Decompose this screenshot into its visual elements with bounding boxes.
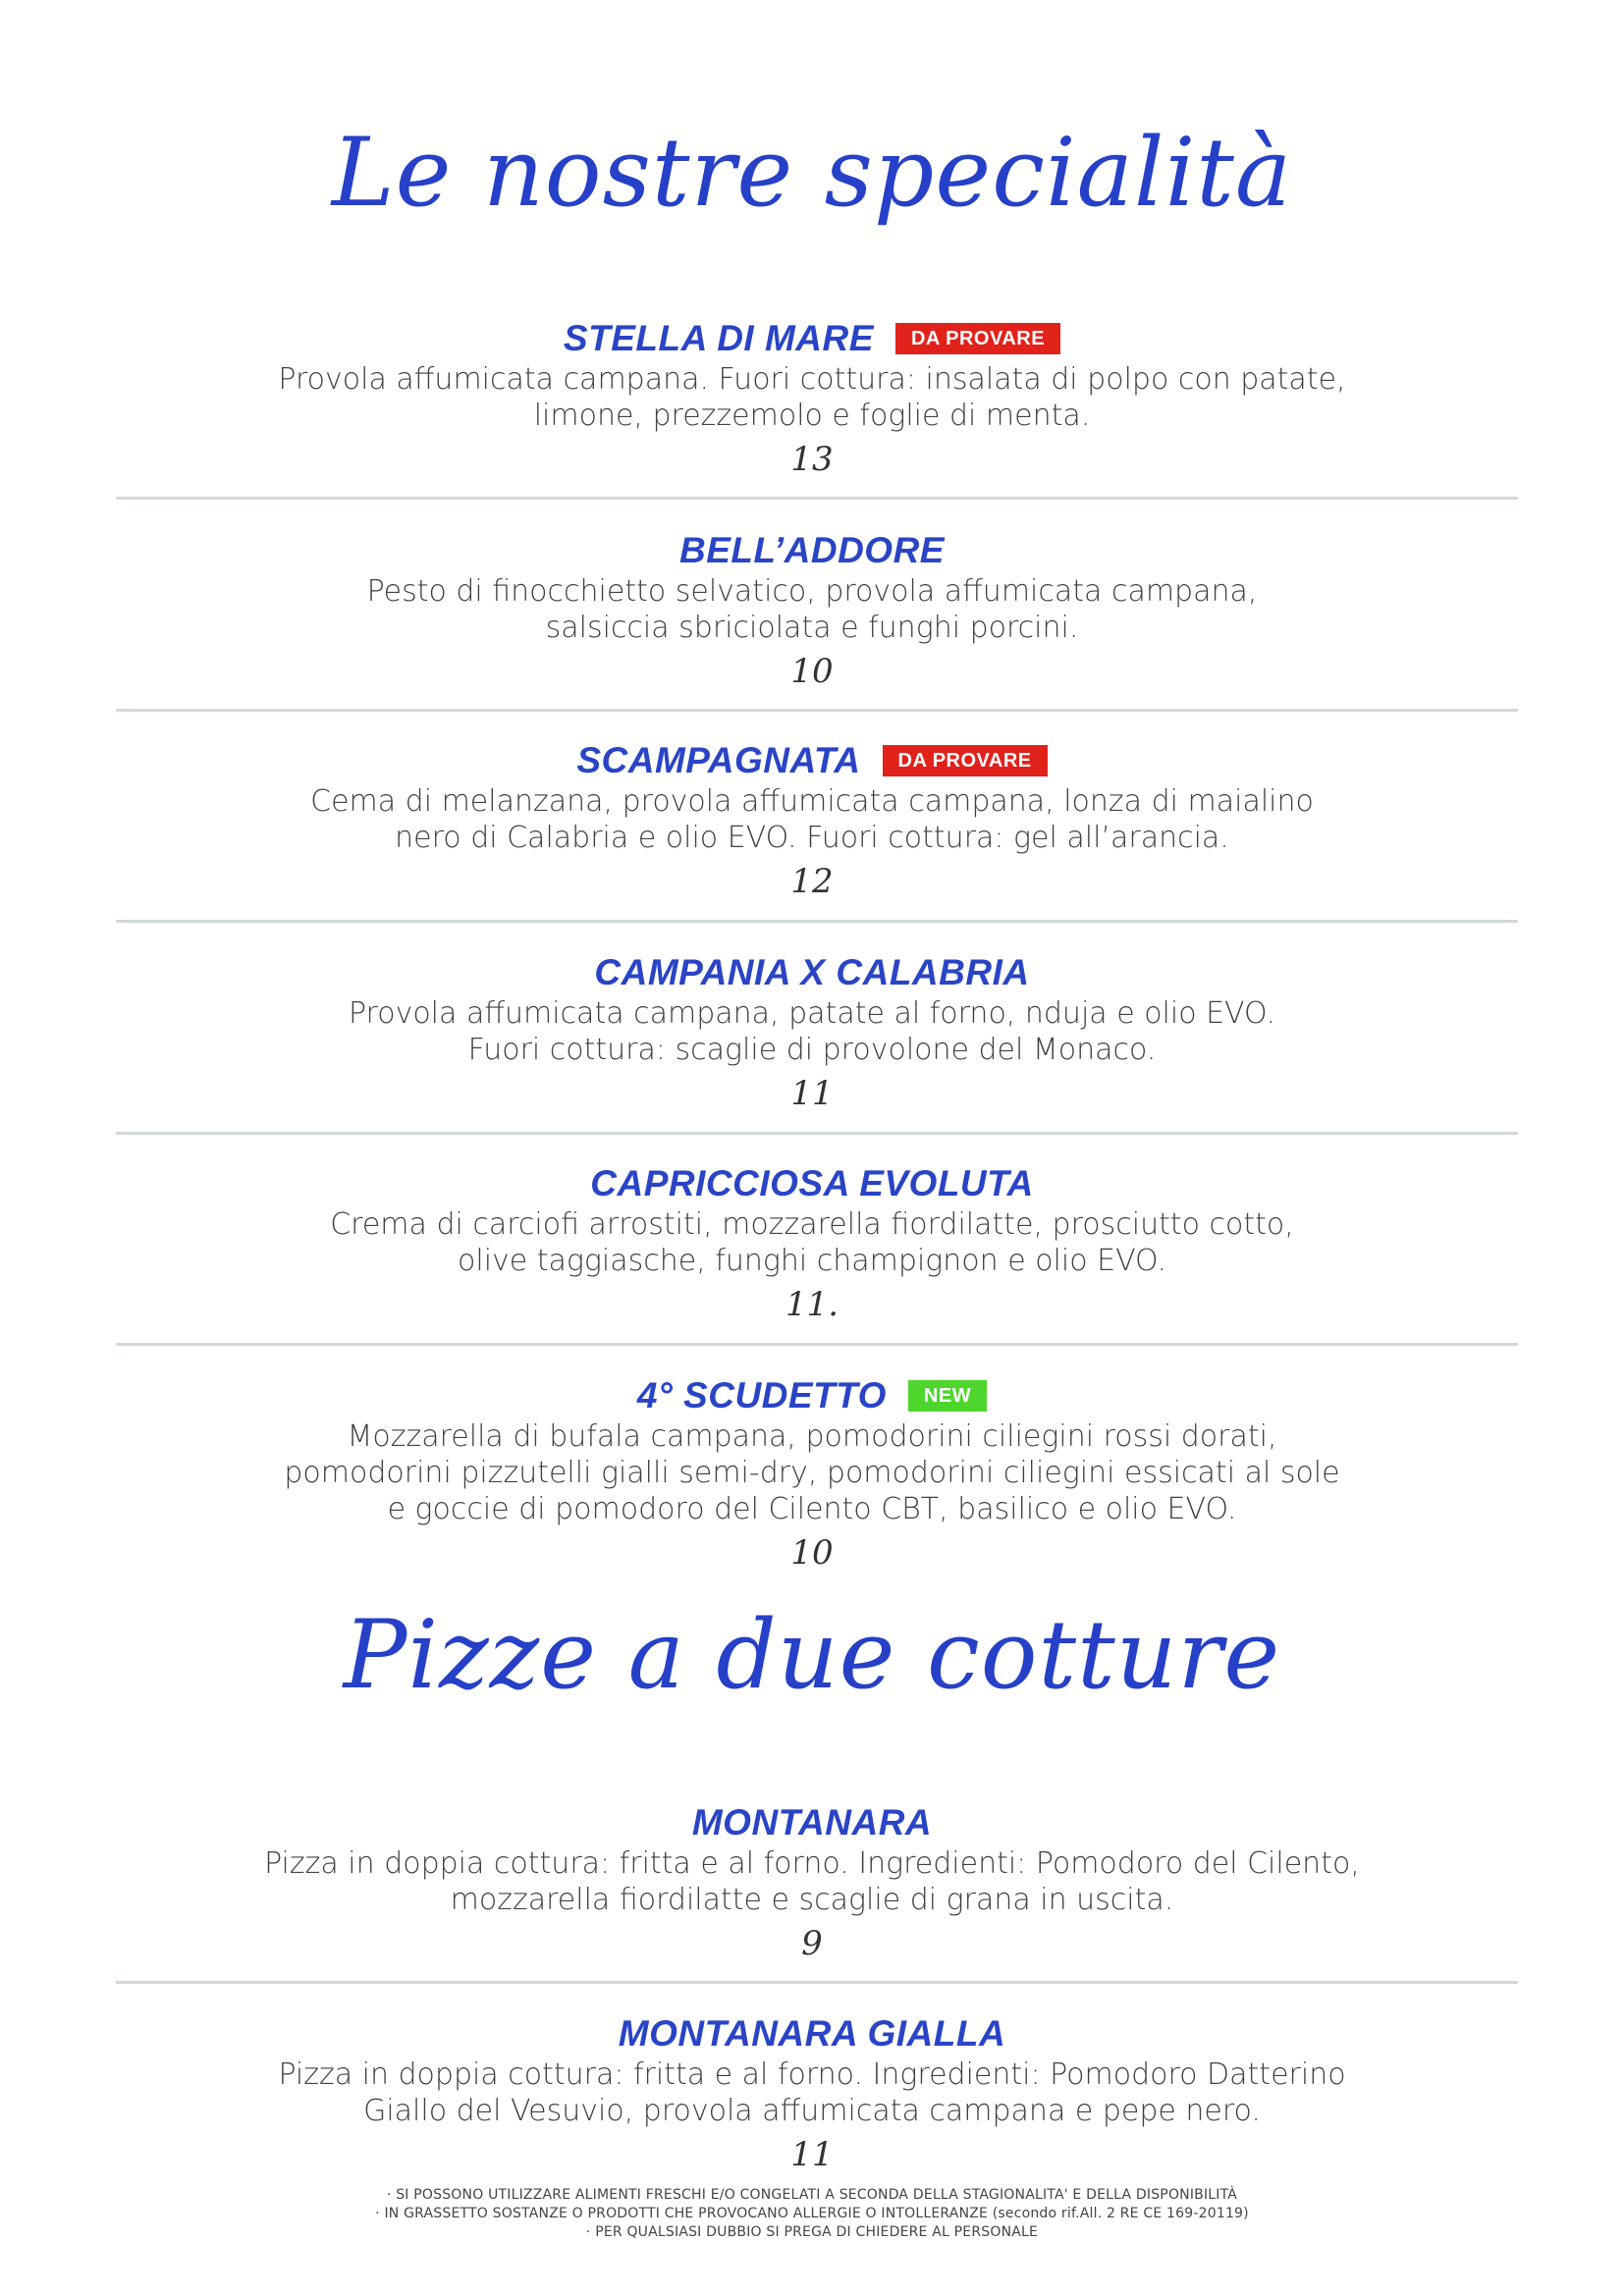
section-title-due-cotture: Pizze a due cotture [343,1600,1281,1710]
dish-4-scudetto [0,1373,1624,1573]
dish-header [0,316,1624,361]
dish-price: 9 [801,1924,823,1963]
divider [116,1343,1518,1346]
divider [116,497,1518,500]
dish-montanara-gialla [0,2011,1624,2174]
footer-note: · SI POSSONO UTILIZZARE ALIMENTI FRESCHI E/O CONGELATI A SECONDA DELLA STAGIONALITA' E DELLA DISPONIBILITÀ [386,2187,1238,2203]
dish-price: 12 [790,862,834,901]
dish-description-line: Fuori cottura: scaglie di provolone del Monaco. [467,1033,1157,1067]
dish-name: STELLA DI MARE [563,318,874,358]
dish-description-line: Cema di melanzana, provola affumicata campana, lonza di maialino [310,784,1314,819]
dish-price: 10 [790,652,834,691]
da-provare-badge: DA PROVARE [883,745,1048,776]
dish-montanara [0,1800,1624,1963]
dish-belladdore [0,528,1624,691]
dish-description-line: nero di Calabria e olio EVO. Fuori cottura: gel all’arancia. [395,821,1229,855]
dish-description-line: Pizza in doppia cottura: fritta e al forno. Ingredienti: Pomodoro Datterino [278,2057,1346,2092]
dish-description-line: Crema di carciofi arrostiti, mozzarella fiordilatte, prosciutto cotto, [330,1207,1294,1242]
dish-name: SCAMPAGNATA [576,740,861,780]
dish-description-line: Provola affumicata campana, patate al forno, nduja e olio EVO. [348,996,1275,1031]
dish-description-line: Mozzarella di bufala campana, pomodorini ciliegini rossi dorati, [347,1419,1277,1454]
footer-notes [0,2186,1624,2242]
section-title-specialita: Le nostre specialità [331,118,1293,228]
dish-header [0,2011,1624,2056]
dish-name: CAPRICCIOSA EVOLUTA [590,1163,1034,1203]
dish-description-line: e goccie di pomodoro del Cilento CBT, basilico e olio EVO. [387,1492,1237,1526]
dish-description-line: Giallo del Vesuvio, provola affumicata campana e pepe nero. [363,2094,1261,2128]
dish-name: MONTANARA [691,1802,933,1842]
divider [116,920,1518,923]
divider [116,1132,1518,1135]
dish-header [0,1373,1624,1418]
footer-note: · IN GRASSETTO SOSTANZE O PRODOTTI CHE PROVOCANO ALLERGIE O INTOLLERANZE (secondo rif.All. 2 RE CE 169-20119) [375,2206,1249,2221]
dish-price: 11 [790,2135,834,2174]
divider [116,709,1518,712]
dish-description-line: salsiccia sbriciolata e funghi porcini. [545,611,1079,645]
dish-description-line: olive taggiasche, funghi champignon e olio EVO. [458,1244,1166,1278]
dish-header [0,528,1624,573]
footer-note: · PER QUALSIASI DUBBIO SI PREGA DI CHIEDERE AL PERSONALE [585,2224,1039,2240]
dish-campania-x-calabria [0,950,1624,1113]
dish-price: 11. [785,1285,839,1324]
dish-description-line: Pesto di finocchietto selvatico, provola affumicata campana, [366,574,1258,609]
dish-price: 10 [790,1533,834,1573]
dish-name: BELL’ADDORE [679,530,945,570]
dish-capricciosa-evoluta [0,1161,1624,1324]
new-badge: NEW [908,1380,987,1412]
dish-description-line: Provola affumicata campana. Fuori cottura: insalata di polpo con patate, [278,362,1346,397]
dish-scampagnata [0,738,1624,901]
dish-stella-di-mare [0,316,1624,479]
dish-price: 11 [790,1074,834,1113]
dish-name: MONTANARA GIALLA [618,2013,1006,2054]
dish-header [0,950,1624,995]
dish-name: 4° SCUDETTO [636,1375,887,1415]
dish-header [0,1161,1624,1206]
da-provare-badge: DA PROVARE [895,323,1060,354]
dish-description-line: limone, prezzemolo e foglie di menta. [533,399,1091,433]
dish-description-line: Pizza in doppia cottura: fritta e al forno. Ingredienti: Pomodoro del Cilento, [264,1846,1360,1881]
dish-header [0,1800,1624,1845]
dish-price: 13 [790,440,834,479]
dish-description-line: mozzarella fiordilatte e scaglie di grana in uscita. [450,1883,1174,1917]
divider [116,1981,1518,1984]
dish-description-line: pomodorini pizzutelli gialli semi-dry, pomodorini ciliegini essicati al sole [284,1456,1340,1490]
dish-header [0,738,1624,783]
dish-name: CAMPANIA X CALABRIA [594,952,1030,992]
